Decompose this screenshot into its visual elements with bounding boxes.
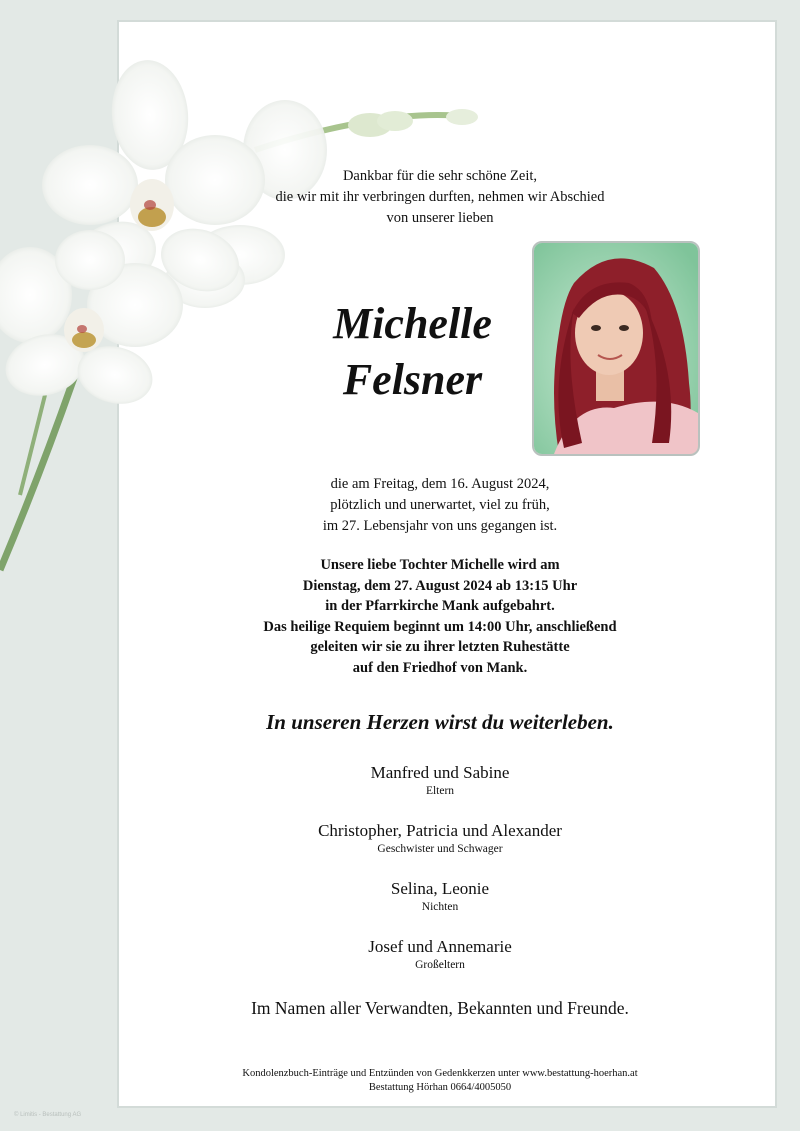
- deceased-name: [290, 296, 535, 408]
- deceased-last-name: Felsner: [342, 355, 483, 404]
- mourner-name: Christopher, Patricia und Alexander: [318, 821, 562, 840]
- intro-line: von unserer lieben: [386, 210, 494, 226]
- mourner-group: [240, 937, 640, 971]
- death-line: plötzlich und unerwartet, viel zu früh,: [330, 497, 550, 513]
- ceremony-line: Dienstag, dem 27. August 2024 ab 13:15 Uhr: [302, 577, 578, 594]
- mourner-name: Josef und Annemarie: [368, 937, 512, 956]
- ceremony-line: Das heilige Requiem beginnt um 14:00 Uhr, anschließend: [263, 618, 617, 635]
- copyright-watermark: © Limitis - Bestattung AG: [14, 1112, 82, 1118]
- mourner-relation: Großeltern: [415, 959, 465, 971]
- death-line: im 27. Lebensjahr von uns gegangen ist.: [322, 518, 558, 534]
- portrait-photo: [532, 241, 700, 456]
- closing-line: Im Namen aller Verwandten, Bekannten und Freunde.: [251, 998, 629, 1018]
- orchid-flower-lower: [0, 230, 183, 412]
- ceremony-line: geleiten wir sie zu ihrer letzten Ruhestätte: [310, 639, 570, 655]
- death-line: die am Freitag, dem 16. August 2024,: [330, 476, 550, 492]
- ceremony-line: auf den Friedhof von Mank.: [352, 659, 528, 676]
- ceremony-line: in der Pfarrkirche Mank aufgebahrt.: [325, 598, 555, 614]
- mourner-name: Selina, Leonie: [390, 879, 490, 898]
- intro-line: Dankbar für die sehr schöne Zeit,: [342, 168, 538, 184]
- ceremony-line: Unsere liebe Tochter Michelle wird am: [320, 557, 560, 573]
- mourner-relation: Geschwister und Schwager: [377, 843, 503, 855]
- footer: [200, 1067, 680, 1095]
- deceased-first-name: Michelle: [333, 299, 492, 348]
- footer-condolence-line: Kondolenzbuch-Einträge und Entzünden von Gedenkkerzen unter www.bestattung-hoerhan.at: [242, 1068, 638, 1079]
- mourner-group: [240, 763, 640, 797]
- mourner-group: [240, 821, 640, 855]
- mourner-relation: Nichten: [421, 901, 459, 913]
- mourner-name: Manfred und Sabine: [370, 763, 510, 782]
- ceremony-info: [215, 555, 665, 678]
- footer-contact-line: Bestattung Hörhan 0664/4005050: [368, 1082, 512, 1093]
- intro-text: [250, 166, 630, 229]
- intro-line: die wir mit ihr verbringen durften, nehmen wir Abschied: [275, 189, 605, 205]
- death-notice: [250, 474, 630, 537]
- motto: In unseren Herzen wirst du weiterleben.: [266, 710, 614, 734]
- mourner-relation: Eltern: [425, 785, 455, 797]
- mourner-group: [240, 879, 640, 913]
